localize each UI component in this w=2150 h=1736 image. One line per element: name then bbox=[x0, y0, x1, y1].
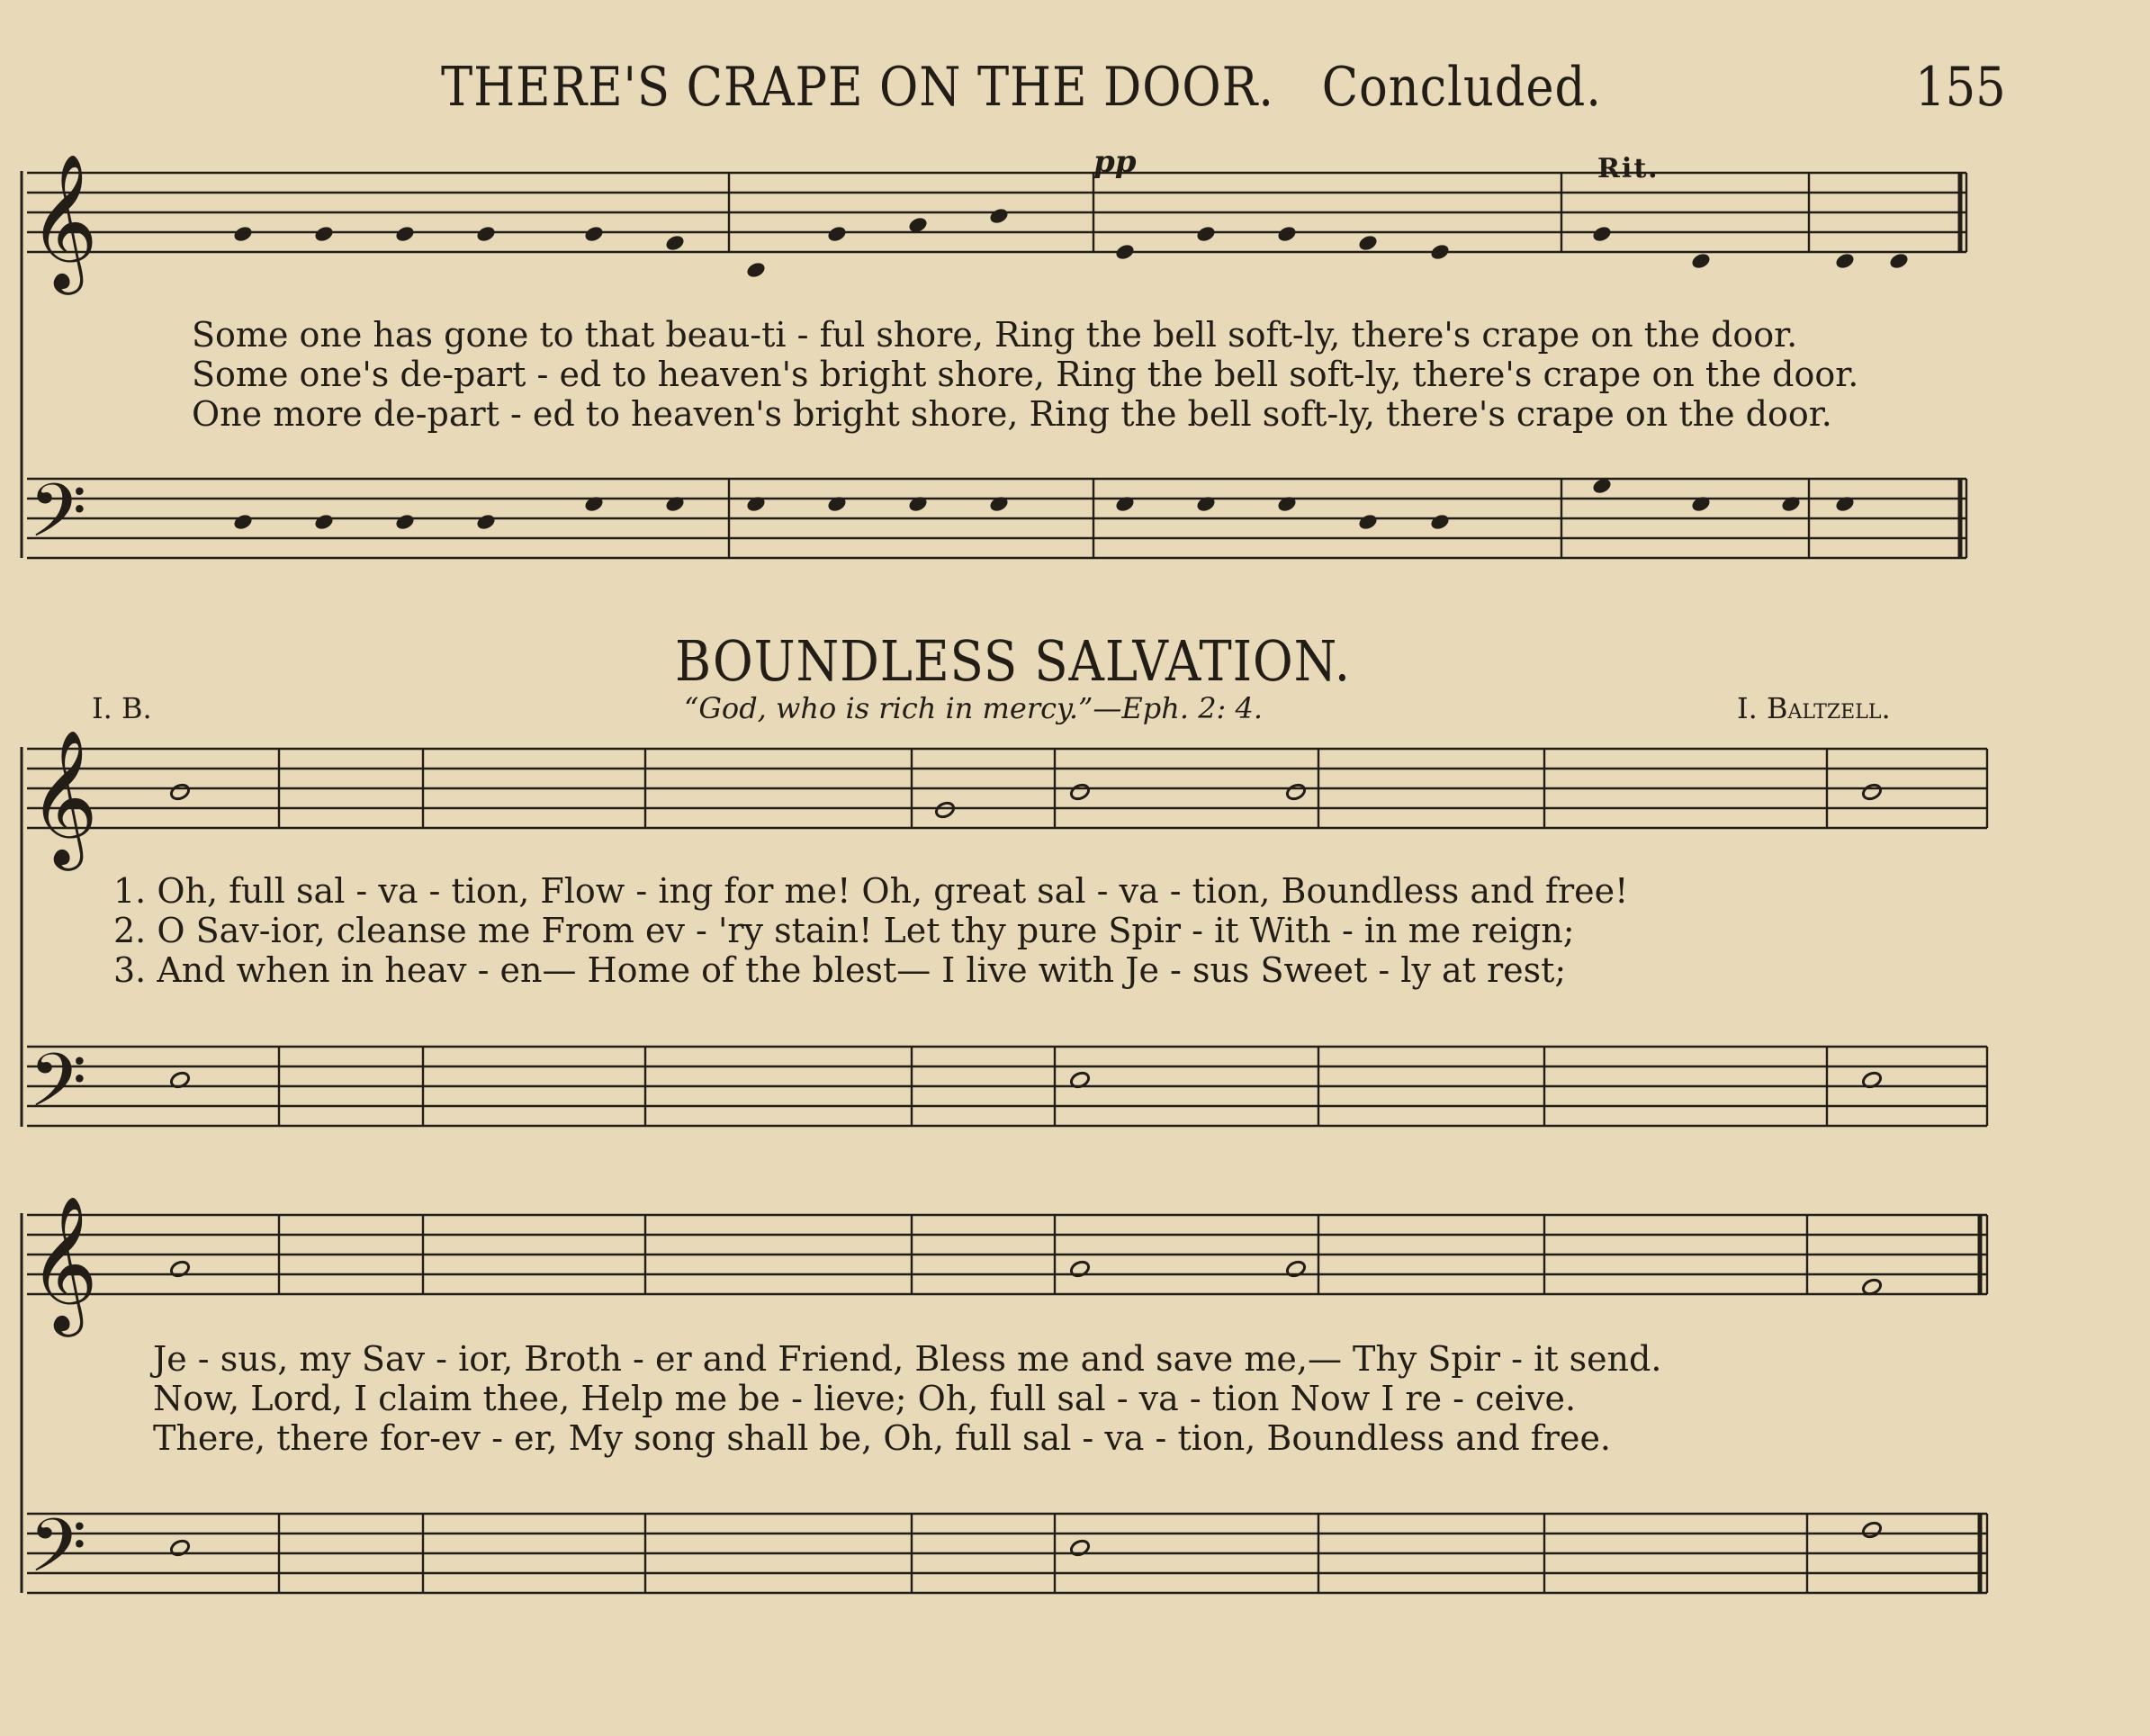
note-head bbox=[934, 800, 956, 819]
note-head bbox=[1861, 782, 1883, 801]
note-head bbox=[1591, 224, 1613, 243]
note-head bbox=[169, 1259, 191, 1278]
note-head bbox=[826, 494, 848, 513]
note-head bbox=[232, 224, 254, 243]
note-head bbox=[988, 206, 1010, 225]
note-head bbox=[1357, 233, 1379, 252]
lyric-line: There, there for-ev - er, My song shall be, Oh, full sal - va - tion, Boundless and free. bbox=[153, 1418, 1612, 1458]
clef-symbol: 𝄢 bbox=[29, 467, 87, 572]
running-title-suffix: Concluded. bbox=[1321, 56, 1602, 119]
tempo-mark: Rit. bbox=[1597, 153, 1660, 184]
page-number: 155 bbox=[1915, 56, 2006, 119]
note-head bbox=[745, 260, 767, 279]
note-head bbox=[313, 224, 335, 243]
note-head bbox=[1285, 782, 1307, 801]
lyric-line: 2. O Sav-ior, cleanse me From ev - 'ry stain! Let thy pure Spir - it With - in me reign; bbox=[113, 911, 1575, 950]
clef-symbol: 𝄢 bbox=[29, 1037, 87, 1142]
note-head bbox=[1069, 1259, 1091, 1278]
note-head bbox=[1276, 224, 1298, 243]
note-head bbox=[664, 494, 686, 513]
composer: I. Baltzell. bbox=[1737, 691, 1891, 725]
note-head bbox=[1834, 251, 1856, 270]
scripture-reference: “God, who is rich in mercy.”—Eph. 2: 4. bbox=[684, 691, 1264, 725]
lyric-line: Now, Lord, I claim thee, Help me be - lieve; Oh, full sal - va - tion Now I re - ceive. bbox=[153, 1379, 1577, 1418]
note-head bbox=[1276, 494, 1298, 513]
note-head bbox=[1429, 512, 1451, 531]
clef-symbol: 𝄞 bbox=[29, 152, 98, 289]
note-head bbox=[583, 224, 605, 243]
note-head bbox=[1069, 782, 1091, 801]
note-head bbox=[169, 782, 191, 801]
note-head bbox=[1690, 251, 1712, 270]
note-head bbox=[988, 494, 1010, 513]
note-head bbox=[1114, 494, 1136, 513]
note-head bbox=[745, 494, 767, 513]
note-head bbox=[664, 233, 686, 252]
note-head bbox=[1285, 1259, 1307, 1278]
lyric-line: 1. Oh, full sal - va - tion, Flow - ing for me! Oh, great sal - va - tion, Boundless and free! bbox=[113, 871, 1629, 911]
note-head bbox=[1195, 224, 1217, 243]
note-head bbox=[169, 1538, 191, 1557]
note-head bbox=[1429, 242, 1451, 261]
lyric-line: Some one has gone to that beau-ti - ful shore, Ring the bell soft-ly, there's crape on the door. bbox=[192, 315, 1798, 355]
note-head bbox=[1780, 494, 1802, 513]
note-head bbox=[475, 224, 497, 243]
hymn-title: BOUNDLESS SALVATION. bbox=[675, 628, 1352, 694]
note-head bbox=[1357, 512, 1379, 531]
lyric-line: Some one's de-part - ed to heaven's bright shore, Ring the bell soft-ly, there's crape on the door. bbox=[192, 355, 1859, 394]
note-head bbox=[907, 494, 929, 513]
note-head bbox=[1114, 242, 1136, 261]
lyric-line: One more de-part - ed to heaven's bright shore, Ring the bell soft-ly, there's crape on the door. bbox=[192, 394, 1832, 434]
clef-symbol: 𝄢 bbox=[29, 1502, 87, 1607]
clef-symbol: 𝄞 bbox=[29, 1194, 98, 1331]
note-head bbox=[1861, 1520, 1883, 1539]
note-head bbox=[394, 224, 416, 243]
lyric-line: Je - sus, my Sav - ior, Broth - er and Friend, Bless me and save me,— Thy Spir - it send. bbox=[153, 1339, 1662, 1379]
note-head bbox=[1888, 251, 1910, 270]
note-head bbox=[313, 512, 335, 531]
lyric-line: 3. And when in heav - en— Home of the blest— I live with Je - sus Sweet - ly at rest; bbox=[113, 950, 1567, 990]
note-head bbox=[232, 512, 254, 531]
clef-symbol: 𝄞 bbox=[29, 728, 98, 865]
lyricist: I. B. bbox=[92, 691, 152, 725]
note-head bbox=[1690, 494, 1712, 513]
note-head bbox=[475, 512, 497, 531]
note-head bbox=[583, 494, 605, 513]
dynamic-mark: pp bbox=[1093, 144, 1137, 180]
note-head bbox=[1195, 494, 1217, 513]
note-head bbox=[394, 512, 416, 531]
note-head bbox=[826, 224, 848, 243]
note-head bbox=[1834, 494, 1856, 513]
note-head bbox=[1069, 1538, 1091, 1557]
running-title-text: THERE'S CRAPE ON THE DOOR. bbox=[441, 56, 1274, 119]
